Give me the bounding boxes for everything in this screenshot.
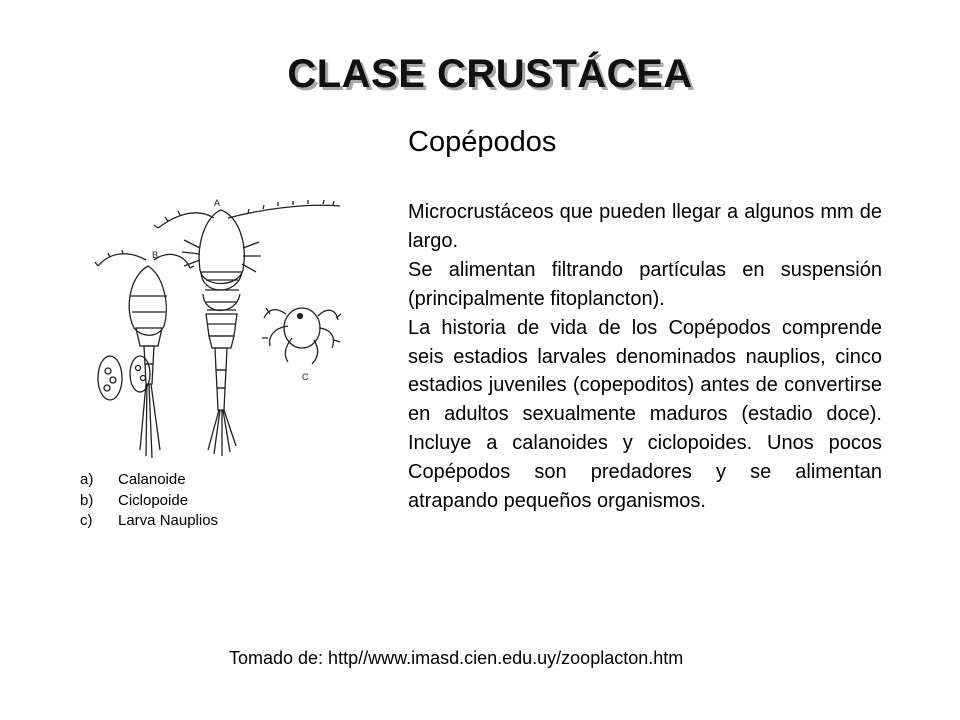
source-citation: Tomado de: http//www.imasd.cien.edu.uy/zooplacton.htm bbox=[229, 648, 684, 668]
copepod-illustration bbox=[88, 188, 388, 470]
description-text bbox=[408, 198, 882, 516]
figure-label-c: C bbox=[302, 372, 309, 382]
legend-label: Calanoide bbox=[118, 471, 186, 488]
legend-item bbox=[80, 511, 218, 532]
legend-item bbox=[80, 470, 218, 491]
paragraph-feeding: Se alimentan filtrando partículas en suspensión (principalmente fitoplancton). bbox=[408, 258, 882, 310]
legend-marker: c) bbox=[80, 512, 93, 529]
legend-marker: a) bbox=[80, 471, 94, 488]
page-title: CLASE CRUSTÁCEA bbox=[287, 52, 693, 96]
legend-marker: b) bbox=[80, 491, 94, 509]
figure-label-b: B bbox=[152, 250, 159, 260]
section-subtitle: Copépodos bbox=[408, 126, 557, 158]
paragraph-size: Microcrustáceos que pueden llegar a algunos mm de largo. bbox=[408, 201, 882, 252]
paragraph-life-history: La historia de vida de los Copépodos comprende seis estadios larvales denominados nauplios, cinco estadios juveniles (copepoditos) antes de convertirse en adultos sexualmente maduros (estadio doce). Incluye a calanoides y ciclopoides. Unos pocos Copépodos son predadores y se alimentan atrapando pequeños organismos. bbox=[408, 316, 882, 513]
figure-label-a: A bbox=[214, 198, 221, 208]
cyclopoid-drawing bbox=[95, 250, 194, 458]
calanoid-drawing bbox=[154, 198, 340, 456]
nauplius-drawing bbox=[262, 308, 341, 382]
figure-legend bbox=[80, 470, 218, 532]
legend-label: Larva Nauplios bbox=[118, 512, 219, 529]
legend-item bbox=[80, 491, 218, 512]
legend-label: Ciclopoide bbox=[118, 491, 189, 509]
